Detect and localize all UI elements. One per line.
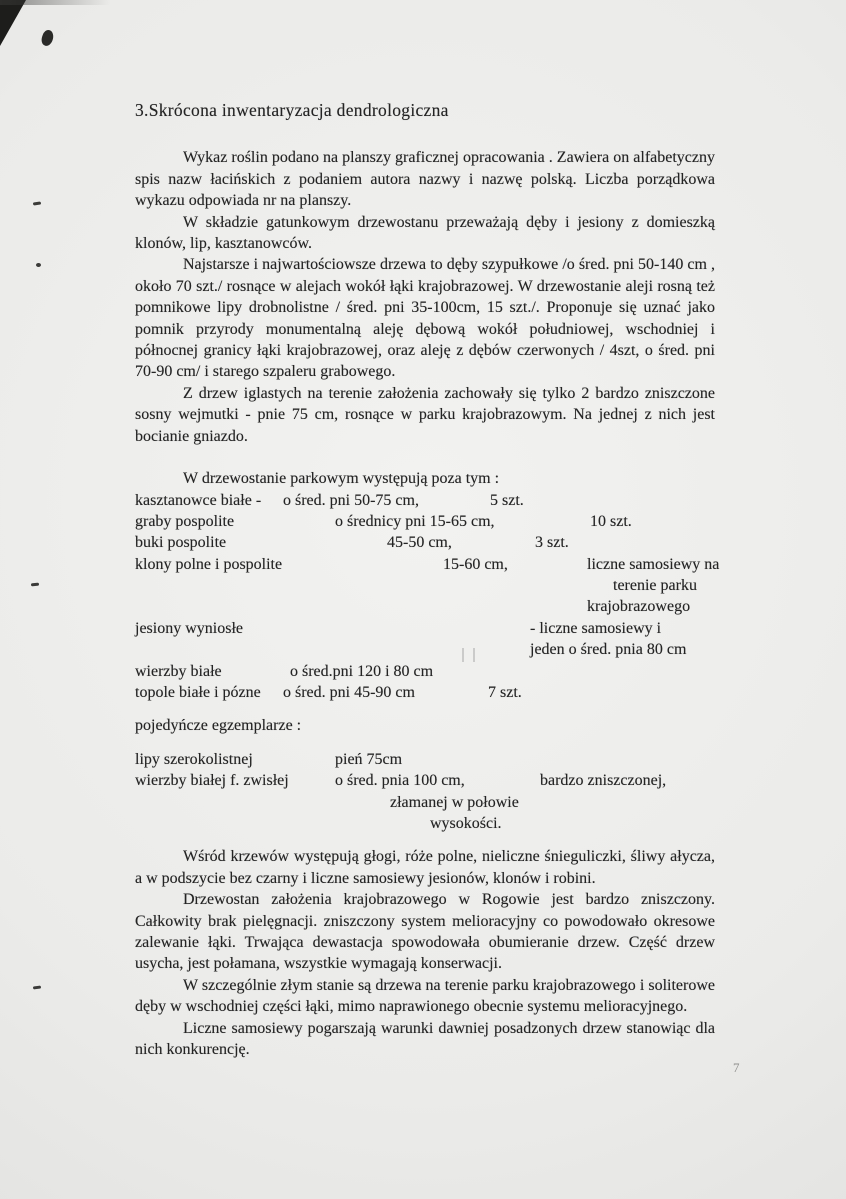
document-title: 3.Skrócona inwentaryzacja dendrologiczna [135, 100, 449, 120]
scan-corner-artifact [0, 0, 26, 46]
paragraph-condition: Drzewostan założenia krajobrazowego w Rogowie jest bardzo zniszczony. Całkowity brak pielęgnacji. zniszczony system melioracyjny co powodowało okresowe zalewanie łąki. Trwająca dewastacja spowodowała obumieranie drzew. Część drzew usycha, jest połamana, wszystkie wymagają konserwacji. [135, 891, 715, 973]
trunk-diameter: o śred. pni 45-90 cm [283, 684, 415, 702]
margin-pen-mark [33, 986, 41, 990]
margin-pen-mark [31, 583, 39, 587]
table-row [135, 770, 715, 791]
count-note: - liczne samosiewy i [530, 619, 662, 637]
species-name: lipy szerokolistnej [135, 750, 253, 768]
table-row [135, 813, 715, 834]
trunk-diameter: o średnicy pni 15-65 cm, [335, 512, 495, 530]
paragraph-self-seeding: Liczne samosiewy pogarszają warunki dawniej posadzonych drzew stanowiąc dla nich konkurencję. [135, 1019, 715, 1059]
count-note: 10 szt. [590, 512, 632, 530]
condition-note-continuation: złamanej w połowie [390, 793, 519, 811]
trunk-diameter: o śred. pni 50-75 cm, [283, 491, 419, 509]
species-name: klony polne i pospolite [135, 555, 283, 573]
trunk-diameter: o śred.pni 120 i 80 cm [290, 662, 434, 680]
paragraph-worst-state: W szczególnie złym stanie są drzewa na terenie parku krajobrazowego i soliterowe dęby w wschodniej części łąki, mimo naprawionego obecnie systemu melioracyjnego. [135, 976, 715, 1016]
margin-pen-mark [33, 201, 41, 205]
trunk-diameter: pień 75cm [335, 750, 403, 768]
table-row [135, 639, 715, 660]
stand-table [135, 490, 720, 704]
count-note-continuation: jeden o śred. pnia 80 cm [530, 641, 687, 659]
paragraph-oldest-trees: Najstarsze i najwartościowsze drzewa to dęby szypułkowe /o śred. pni 50-140 cm , około 70 szt./ rosnące w alejach wokół łąki krajobrazowej. W drzewostanie aleji rosną też pomnikowe lipy drobnolistne / śred. pni 35-100cm, 15 szt./. Proponuje się uznać jako pomnik przyrody monumentalną aleję dębową wokół południowej, wschodniej i północnej granicy łąki krajobrazowej, oraz aleję z dębów czerwonych / 4szt, o śred. pni 70-90 cm/ i starego szpaleru grabowego. [135, 256, 715, 381]
count-note: 7 szt. [488, 684, 522, 702]
scan-edge-smudge [0, 0, 110, 5]
page-number: 7 [733, 1060, 740, 1075]
table-row [135, 490, 715, 511]
paragraph-species-list-intro: Wykaz roślin podano na planszy graficznej opracowania . Zawiera on alfabetyczny spis nazw łacińskich z podaniem autora nazwy i nazwę polską. Liczba porządkowa wykazu odpowiada nr na planszy. [135, 149, 715, 210]
trunk-diameter: 45-50 cm, [387, 534, 452, 552]
table-row [135, 554, 720, 575]
singles-intro: pojedyńcze egzemplarze : [135, 717, 302, 735]
paragraph-conifers: Z drzew iglastych na terenie założenia zachowały się tylko 2 bardzo zniszczone sosny wejmutki - pnie 75 cm, rosnące w parku krajobrazowym. Na jednej z nich jest bocianie gniazdo. [135, 384, 715, 445]
table-row [135, 532, 715, 553]
table-row [135, 661, 715, 682]
singles-table [135, 749, 715, 835]
table-row [135, 792, 715, 813]
paragraph-species-composition: W składzie gatunkowym drzewostanu przeważają dęby i jesiony z domieszką klonów, lip, kasztanowców. [135, 213, 715, 253]
margin-pen-mark [36, 263, 41, 267]
species-name: jesiony wyniosłe [135, 619, 243, 637]
table-row [135, 749, 715, 770]
species-name: buki pospolite [135, 534, 227, 552]
count-note: 5 szt. [490, 491, 524, 509]
table-row [135, 618, 715, 639]
species-name: graby pospolite [135, 512, 235, 530]
species-name: kasztanowce białe - [135, 491, 262, 509]
count-note: 3 szt. [535, 534, 569, 552]
count-note: liczne samosiewy na [587, 555, 720, 573]
condition-note: bardzo zniszczonej, [540, 772, 667, 790]
table-row [135, 682, 715, 703]
count-note-continuation: terenie parku [613, 577, 697, 595]
trunk-diameter: o śred. pnia 100 cm, [335, 772, 465, 790]
species-name: topole białe i pózne [135, 684, 261, 702]
trunk-diameter: 15-60 cm, [443, 555, 508, 573]
species-name: wierzby białe [135, 662, 222, 680]
paragraph-shrubs: Wśród krzewów występują głogi, róże polne, nieliczne śnieguliczki, śliwy ałycza, a w podszycie bez czarny i liczne samosiewy jesionów, klonów i robini. [135, 848, 715, 887]
stand-table-intro: W drzewostanie parkowym występują poza tym : [183, 470, 500, 488]
species-name: wierzby białej f. zwisłej [135, 772, 289, 790]
table-row [135, 575, 715, 596]
document-content [135, 100, 720, 1060]
scan-ink-blob [40, 29, 55, 48]
table-row [135, 511, 715, 532]
table-row [135, 596, 715, 617]
count-note-continuation: krajobrazowego [587, 598, 691, 616]
condition-note-continuation: wysokości. [430, 814, 502, 832]
